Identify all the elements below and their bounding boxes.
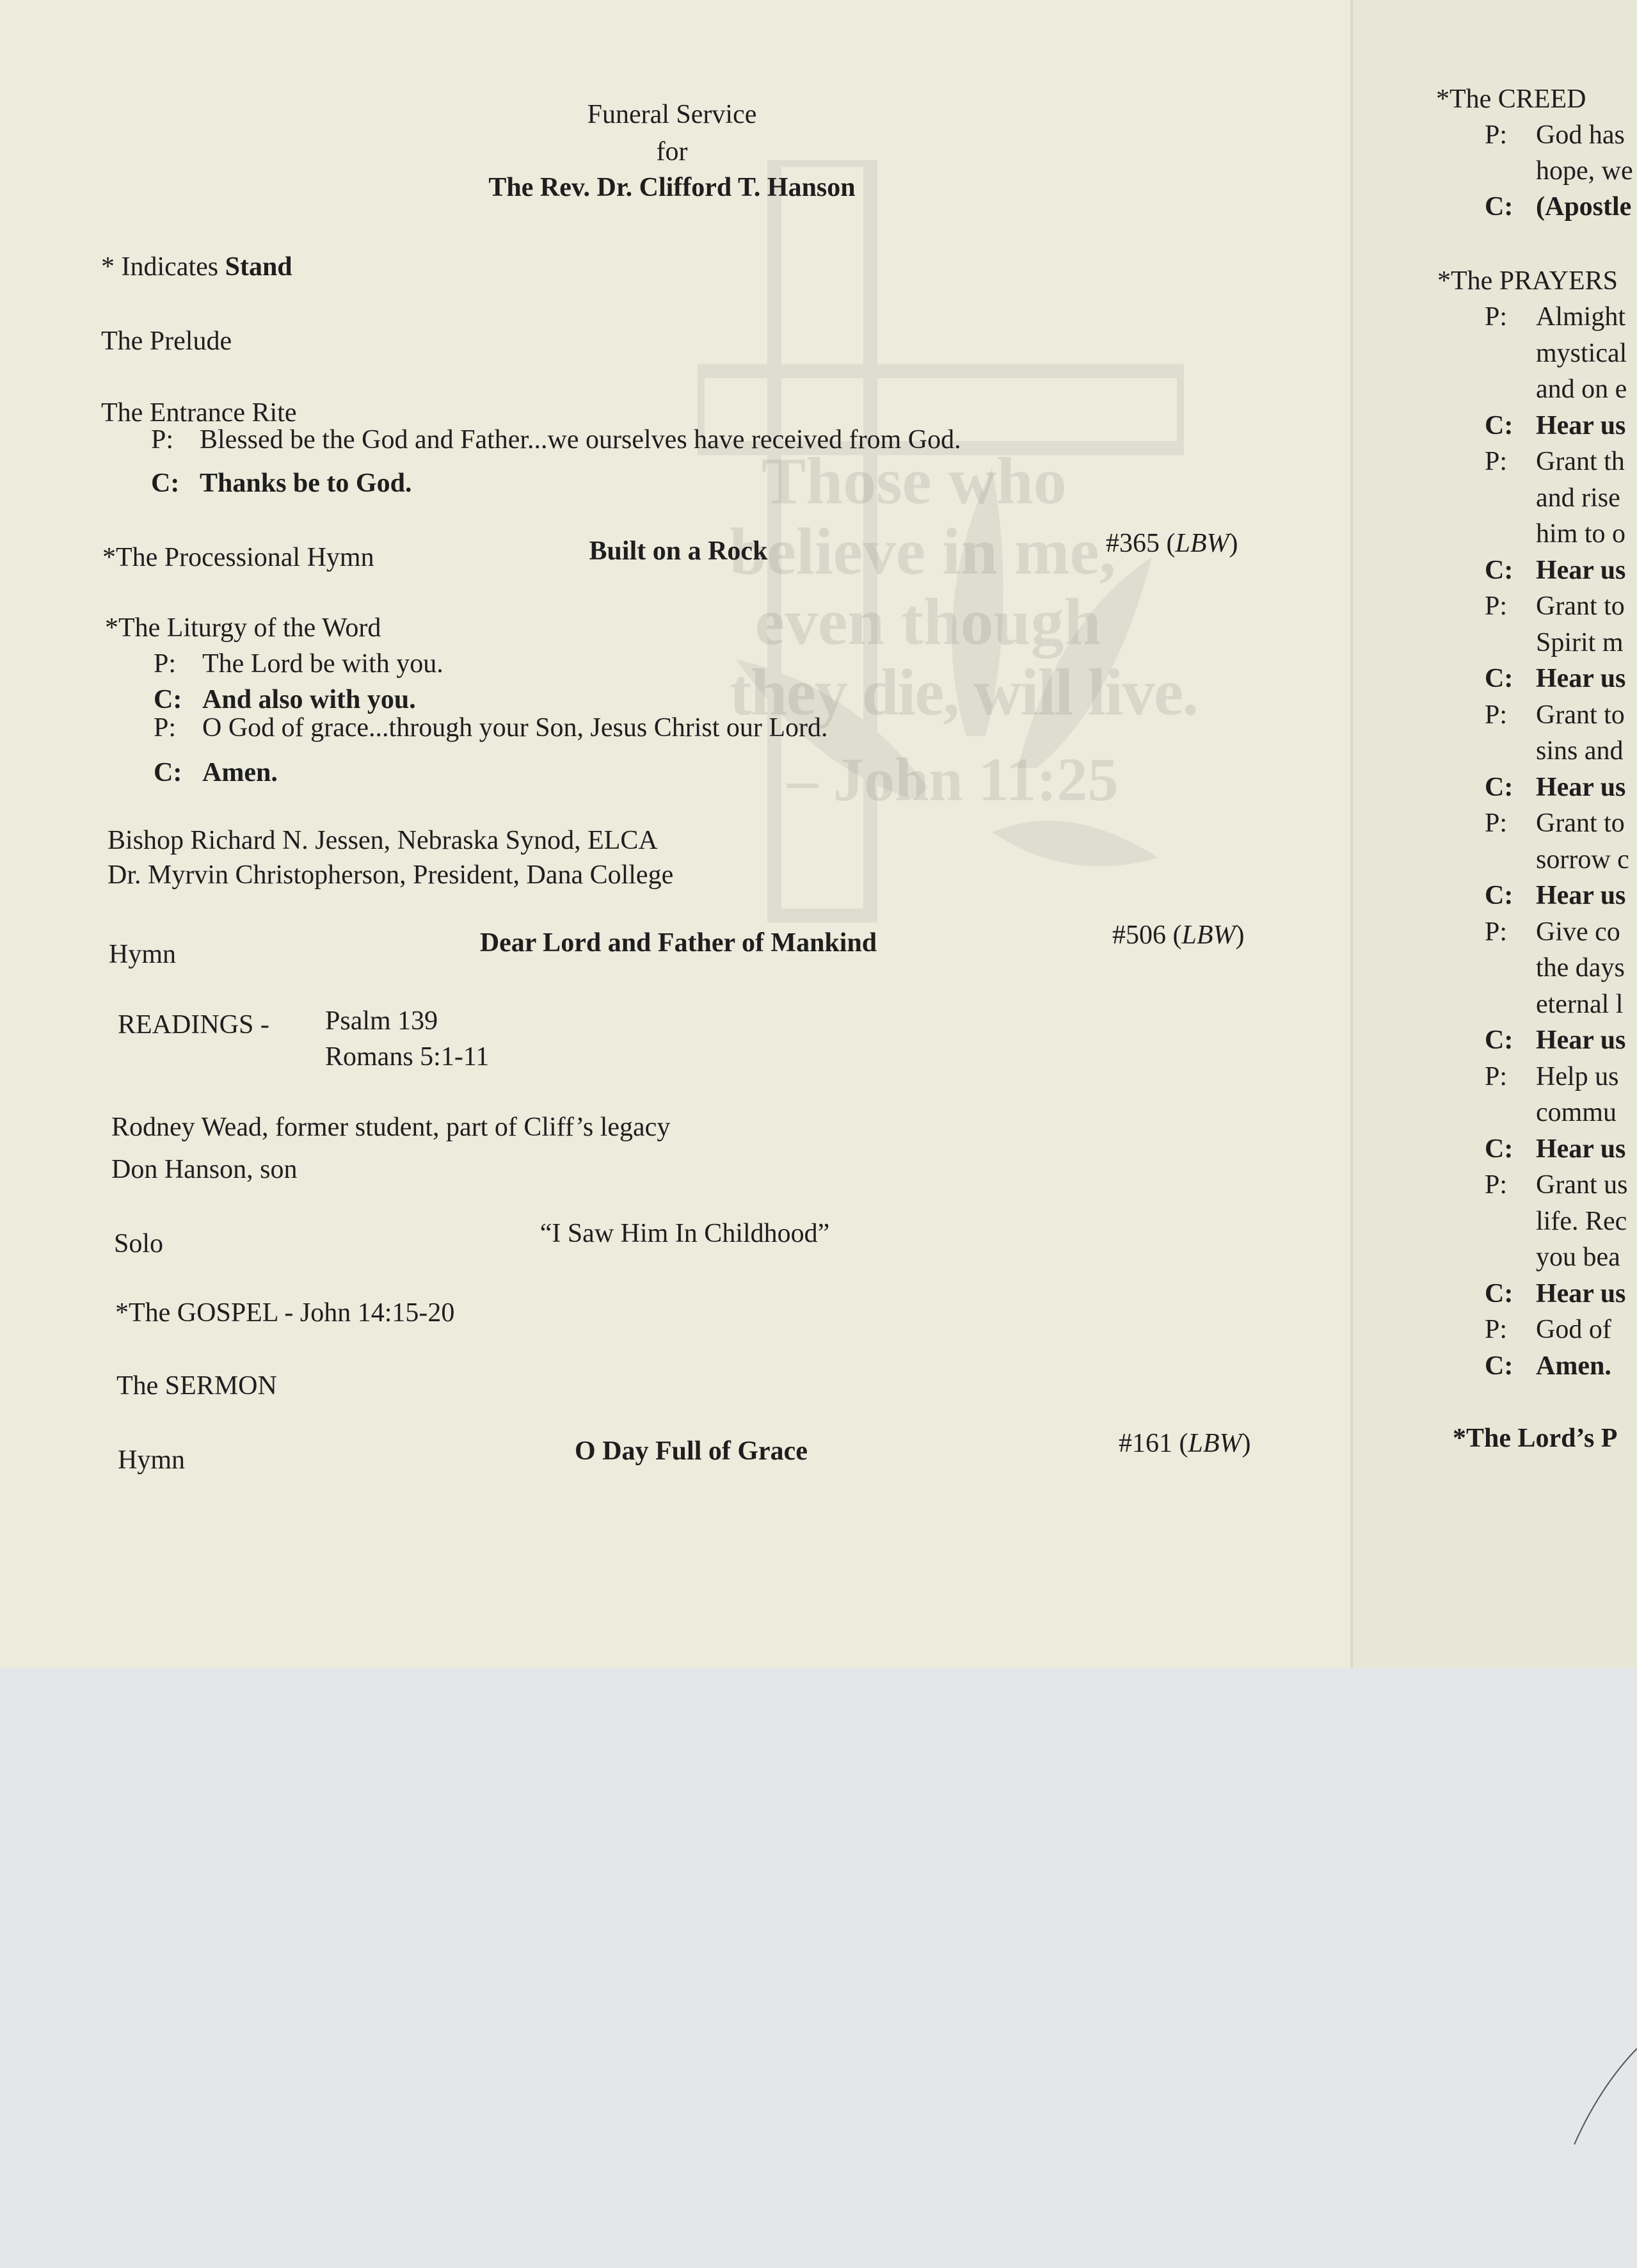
prayer-label: C:: [1485, 664, 1513, 693]
prayer-line: [1485, 1136, 1625, 1162]
prayer-line: [1485, 919, 1620, 945]
liturgy-line: [154, 650, 443, 677]
lords-prayer-heading: *The Lord’s P: [1453, 1424, 1618, 1453]
prayer-text: Grant to: [1536, 700, 1625, 730]
prayer-line: [1485, 954, 1625, 981]
creed-text: (Apostle: [1536, 192, 1632, 221]
stand-legend-prefix: * Indicates: [101, 252, 225, 282]
liturgy-line: [154, 714, 828, 741]
liturgy-line: [154, 759, 278, 786]
prayer-label: P:: [1485, 917, 1508, 947]
hymn-label: Hymn: [109, 940, 176, 969]
page-title: The Rev. Dr. Clifford T. Hanson: [488, 173, 856, 202]
solo-title: “I Saw Him In Childhood”: [539, 1219, 830, 1248]
prayer-label: C:: [1485, 555, 1513, 585]
liturgy-label: C:: [154, 758, 182, 787]
prayer-text: sorrow c: [1536, 844, 1629, 874]
prayer-line: [1485, 448, 1625, 475]
hymn-number: [1112, 922, 1245, 949]
prayer-text: Grant th: [1536, 447, 1625, 476]
prayer-line: [1485, 702, 1625, 728]
solo-label: Solo: [114, 1229, 164, 1259]
prayer-label: C:: [1485, 1278, 1513, 1308]
prayer-line: [1485, 991, 1623, 1018]
prayer-label: P:: [1485, 1061, 1508, 1091]
prayer-text: Hear us: [1536, 555, 1626, 585]
prayer-line: [1485, 412, 1625, 439]
creed-text: God has: [1536, 120, 1625, 150]
scan-mark-icon: [1561, 2048, 1637, 2144]
prayer-text: Amen.: [1536, 1351, 1611, 1381]
prayer-label: P:: [1485, 1315, 1508, 1344]
hymn-book: LBW: [1181, 921, 1236, 950]
processional-book: LBW: [1175, 529, 1229, 558]
processional-number-text: #365 (: [1106, 529, 1176, 558]
prayer-line: [1485, 485, 1620, 511]
liturgy-text: And also with you.: [202, 685, 416, 714]
header-line-1: Funeral Service: [587, 100, 757, 129]
watermark-line-2: believe in me,: [730, 515, 1116, 588]
prayer-line: [1485, 520, 1625, 547]
liturgy-label: P:: [154, 649, 177, 679]
prayer-text: Hear us: [1536, 410, 1626, 440]
prayer-label: P:: [1485, 447, 1508, 476]
prayer-text: life. Rec: [1536, 1206, 1627, 1236]
entrance-congregation-line: [151, 470, 411, 497]
prayer-line: [1485, 882, 1625, 909]
creed-label: C:: [1485, 192, 1513, 221]
hymn-number-text: #161 (: [1119, 1429, 1188, 1458]
prayer-line: [1485, 810, 1625, 837]
entrance-pastor-label: P:: [151, 425, 174, 454]
entrance-heading: The Entrance Rite: [101, 398, 297, 428]
prayer-line: [1485, 737, 1624, 764]
prayer-line: [1485, 774, 1625, 801]
stand-legend: [101, 253, 292, 280]
liturgy-label: C:: [154, 685, 182, 714]
prayer-label: P:: [1485, 700, 1508, 730]
page-fold: [1350, 0, 1353, 1668]
liturgy-line: [154, 686, 416, 713]
prayer-line: [1485, 1171, 1627, 1198]
prayer-text: Grant us: [1536, 1170, 1628, 1200]
prayer-line: [1485, 303, 1625, 330]
watermark-line-3: even though: [755, 585, 1101, 659]
prayer-text: Give co: [1536, 917, 1620, 947]
prayer-text: Grant to: [1536, 591, 1625, 621]
entrance-pastor-text: Blessed be the God and Father...we ourselves have received from God.: [200, 425, 961, 454]
prayer-line: [1485, 1063, 1619, 1090]
creed-line: [1485, 122, 1625, 149]
hymn-number: [1119, 1430, 1251, 1457]
prayer-label: C:: [1485, 1025, 1513, 1055]
prayer-line: [1485, 1280, 1625, 1307]
stand-legend-word: Stand: [225, 252, 292, 282]
liturgy-text: O God of grace...through your Son, Jesus Christ our Lord.: [202, 713, 828, 743]
prayer-label: C:: [1485, 1134, 1513, 1164]
prayer-label: P:: [1485, 591, 1508, 621]
prayer-label: C:: [1485, 881, 1513, 910]
readings-label: READINGS -: [118, 1010, 269, 1040]
prayer-text: Help us: [1536, 1061, 1619, 1091]
prayer-label: P:: [1485, 302, 1508, 332]
prayer-text: and on e: [1536, 374, 1627, 404]
speaker-line: Bishop Richard N. Jessen, Nebraska Synod, ELCA: [108, 826, 658, 855]
speaker-line: Don Hanson, son: [111, 1155, 298, 1184]
creed-line: [1485, 157, 1633, 184]
creed-text: hope, we: [1536, 156, 1633, 186]
processional-close: ): [1229, 529, 1238, 558]
creed-line: [1485, 193, 1631, 220]
prayer-text: God of: [1536, 1315, 1611, 1344]
prayers-heading: *The PRAYERS: [1437, 266, 1618, 296]
prayer-text: sins and: [1536, 736, 1624, 766]
prayer-label: C:: [1485, 1351, 1513, 1381]
prayer-line: [1485, 629, 1624, 656]
prayer-line: [1485, 376, 1627, 403]
processional-hymn-number: [1106, 530, 1238, 557]
prayer-line: [1485, 557, 1625, 584]
processional-hymn-label: *The Processional Hymn: [102, 543, 374, 572]
prayer-line: [1485, 1099, 1617, 1126]
prayer-line: [1485, 1316, 1611, 1343]
prayer-text: mystical: [1536, 338, 1627, 368]
liturgy-text: Amen.: [202, 758, 278, 787]
creed-heading: *The CREED: [1436, 84, 1586, 114]
sermon-heading: The SERMON: [116, 1371, 277, 1401]
speaker-line: Rodney Wead, former student, part of Cliff’s legacy: [111, 1113, 671, 1142]
prayer-label: P:: [1485, 1170, 1508, 1200]
prayer-text: Grant to: [1536, 808, 1625, 838]
entrance-congregation-text: Thanks be to God.: [200, 469, 412, 498]
prayer-line: [1485, 665, 1625, 692]
hymn-close: ): [1242, 1429, 1251, 1458]
prayer-text: Hear us: [1536, 1134, 1626, 1164]
reading-item: Psalm 139: [325, 1006, 438, 1036]
creed-label: P:: [1485, 120, 1508, 150]
hymn-close: ): [1235, 921, 1245, 950]
speaker-line: Dr. Myrvin Christopherson, President, Dana College: [108, 860, 674, 890]
hymn-number-text: #506 (: [1112, 921, 1182, 950]
prayer-line: [1485, 1208, 1627, 1235]
prayer-line: [1485, 1027, 1625, 1054]
prayer-line: [1485, 846, 1629, 873]
entrance-congregation-label: C:: [151, 469, 180, 498]
prayer-text: and rise: [1536, 483, 1620, 513]
liturgy-label: P:: [154, 713, 177, 743]
prayer-text: Spirit m: [1536, 627, 1624, 657]
prelude-heading: The Prelude: [101, 326, 232, 356]
watermark-reference: – John 11:25: [787, 745, 1119, 814]
prayer-line: [1485, 340, 1627, 367]
prayer-text: commu: [1536, 1098, 1617, 1127]
watermark-line-1: Those who: [762, 444, 1067, 518]
prayer-line: [1485, 593, 1625, 620]
prayer-label: C:: [1485, 410, 1513, 440]
prayer-text: Almight: [1536, 302, 1626, 332]
prayer-text: Hear us: [1536, 881, 1626, 910]
entrance-pastor-line: [151, 426, 961, 453]
gospel-heading: *The GOSPEL - John 14:15-20: [115, 1298, 455, 1328]
processional-hymn-title: Built on a Rock: [589, 536, 768, 566]
prayer-text: Hear us: [1536, 1278, 1626, 1308]
prayer-text: him to o: [1536, 519, 1626, 549]
prayer-text: the days: [1536, 953, 1625, 983]
prayer-line: [1485, 1244, 1620, 1271]
hymn-book: LBW: [1188, 1429, 1242, 1458]
prayer-text: Hear us: [1536, 1025, 1626, 1055]
hymn-label: Hymn: [118, 1445, 185, 1475]
prayer-text: Hear us: [1536, 664, 1626, 693]
hymn-title: Dear Lord and Father of Mankind: [479, 928, 877, 958]
watermark-line-4: they die, will live.: [730, 655, 1198, 729]
prayer-line: [1485, 1353, 1611, 1379]
liturgy-text: The Lord be with you.: [202, 649, 443, 679]
prayer-label: C:: [1485, 772, 1513, 802]
prayer-text: eternal l: [1536, 989, 1624, 1019]
liturgy-heading: *The Liturgy of the Word: [105, 613, 381, 643]
header-line-2: for: [656, 137, 688, 166]
hymn-title: O Day Full of Grace: [575, 1436, 808, 1466]
prayer-text: Hear us: [1536, 772, 1626, 802]
prayer-label: P:: [1485, 808, 1508, 838]
prayer-text: you bea: [1536, 1243, 1620, 1272]
reading-item: Romans 5:1-11: [325, 1042, 490, 1072]
